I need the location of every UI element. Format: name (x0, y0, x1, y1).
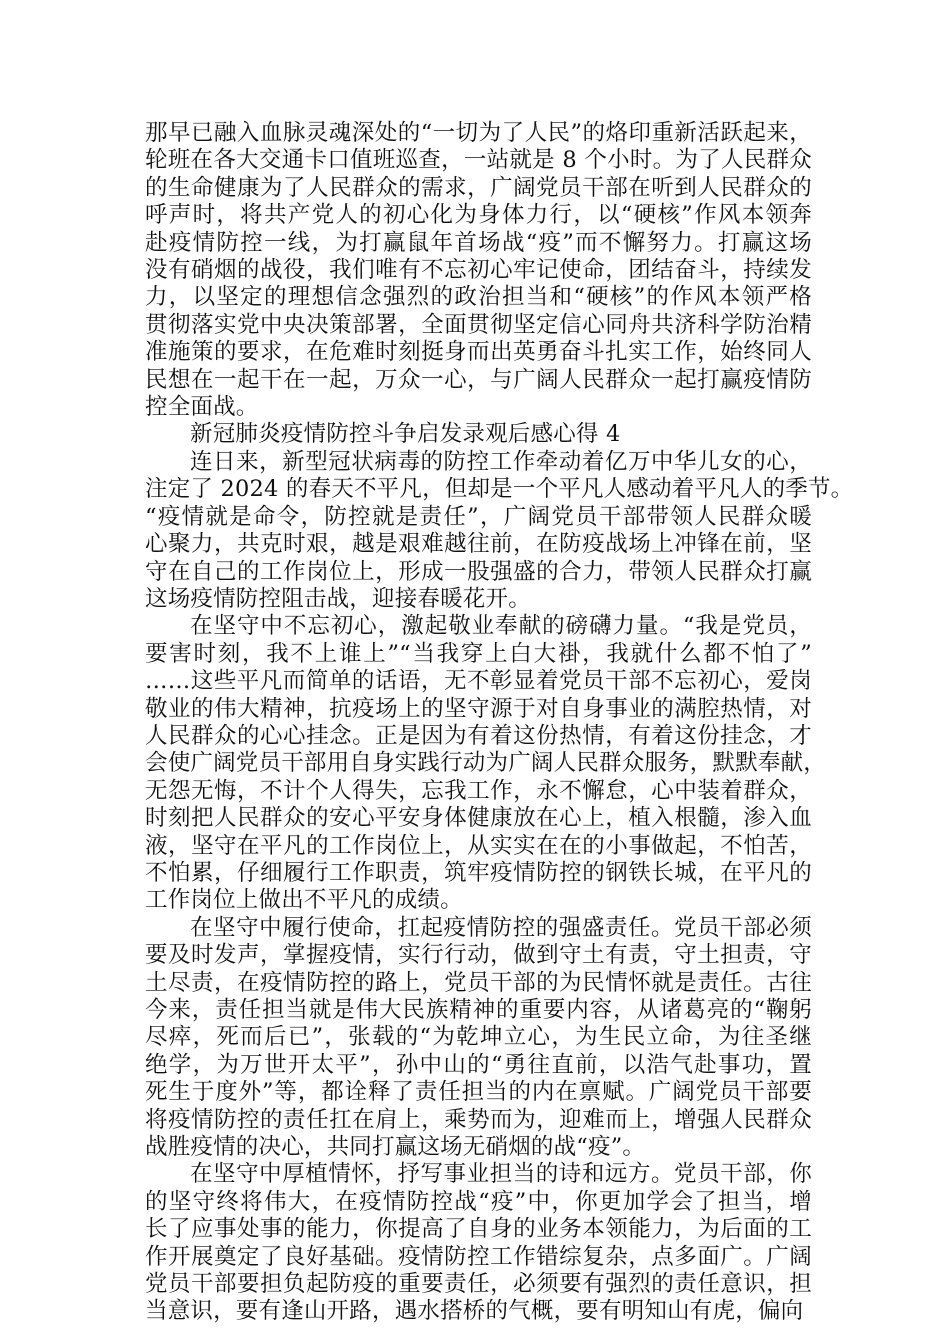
text-line: 人民群众的心心挂念。正是因为有着这份热情，有着这份挂念，才 (145, 722, 812, 749)
text-line: 无怨无悔，不计个人得失，忘我工作，永不懈怠，心中装着群众， (145, 777, 812, 804)
text-line: 力，以坚定的理想信念强烈的政治担当和“硬核”的作风本领严格 (145, 284, 812, 311)
text-line: 在坚守中厚植情怀，抒写事业担当的诗和远方。党员干部，你 (190, 1161, 812, 1188)
text-line: 连日来，新型冠状病毒的防控工作牵动着亿万中华儿女的心， (190, 448, 812, 475)
text-line: 的生命健康为了人民群众的需求，广阔党员干部在听到人民群众的 (145, 174, 812, 201)
text-line: 的坚守终将伟大，在疫情防控战“疫”中，你更加学会了担当，增 (145, 1188, 812, 1215)
text-line: ……这些平凡而简单的话语，无不彰显着党员干部不忘初心，爱岗 (145, 668, 812, 695)
text-line: 贯彻落实党中央决策部署，全面贯彻坚定信心同舟共济科学防治精 (145, 311, 812, 338)
text-line: 时刻把人民群众的安心平安身体健康放在心上，植入根髓，渗入血 (145, 805, 812, 832)
text-line: 绝学，为万世开太平”，孙中山的“勇往直前，以浩气赴事功，置 (145, 1051, 812, 1078)
text-line: 没有硝烟的战役，我们唯有不忘初心牢记使命，团结奋斗，持续发 (145, 257, 812, 284)
text-line: “疫情就是命令，防控就是责任”，广阔党员干部带领人民群众暖 (145, 503, 812, 530)
paragraph (145, 421, 812, 448)
text-line: 不怕累，仔细履行工作职责，筑牢疫情防控的钢铁长城，在平凡的 (145, 859, 812, 886)
paragraph (145, 613, 827, 914)
text-line: 尽瘁，死而后已”，张载的“为乾坤立心，为生民立命，为往圣继 (145, 1024, 812, 1051)
text-line: 敬业的伟大精神，抗疫场上的坚守源于对自身事业的满腔热情，对 (145, 695, 812, 722)
document-body (145, 120, 854, 1326)
paragraph (145, 1161, 812, 1325)
text-line: 今来，责任担当就是伟大民族精神的重要内容，从诸葛亮的“鞠躬 (145, 997, 812, 1023)
paragraph (145, 120, 812, 421)
text-line: 这场疫情防控阻击战，迎接春暖花开。 (145, 585, 531, 612)
text-line: 工作岗位上做出不平凡的成绩。 (145, 887, 463, 914)
text-line: 党员干部要担负起防疫的重要责任，必须要有强烈的责任意识，担 (145, 1271, 812, 1298)
text-line: 注定了 2024 的春天不平凡，但却是一个平凡人感动着平凡人的季节。 (145, 476, 854, 503)
text-line: 在坚守中不忘初心，激起敬业奉献的磅礴力量。“我是党员， (190, 613, 812, 640)
paragraph (145, 915, 812, 1162)
text-line: 战胜疫情的决心，共同打赢这场无硝烟的战“疫”。 (145, 1134, 646, 1161)
text-line: 在坚守中履行使命，扛起疫情防控的强盛责任。党员干部必须 (190, 914, 812, 941)
text-line: 会使广阔党员干部用自身实践行动为广阔人民群众服务，默默奉献， (145, 750, 827, 777)
text-line: 液，坚守在平凡的工作岗位上，从实实在在的小事做起，不怕苦， (145, 832, 812, 859)
text-line: 轮班在各大交通卡口值班巡查，一站就是 8 个小时。为了人民群众 (145, 147, 812, 174)
text-line: 新冠肺炎疫情防控斗争启发录观后感心得 4 (190, 421, 621, 448)
text-line: 死生于度外”等，都诠释了责任担当的内在禀赋。广阔党员干部要 (145, 1079, 812, 1106)
text-line: 守在自己的工作岗位上，形成一股强盛的合力，带领人民群众打赢 (145, 558, 812, 585)
text-line: 要害时刻，我不上谁上”“当我穿上白大褂，我就什么都不怕了” (145, 640, 812, 667)
text-line: 心聚力，共克时艰，越是艰难越往前，在防疫战场上冲锋在前，坚 (145, 531, 812, 558)
text-line: 当意识，要有逢山开路，遇水搭桥的气概，要有明知山有虎，偏向 (145, 1298, 804, 1325)
text-line: 准施策的要求，在危难时刻挺身而出英勇奋斗扎实工作，始终同人 (145, 339, 812, 366)
text-line: 长了应事处事的能力，你提高了自身的业务本领能力，为后面的工 (145, 1216, 812, 1243)
text-line: 土尽责，在疫情防控的路上，党员干部的为民情怀就是责任。古往 (145, 969, 812, 996)
text-line: 民想在一起干在一起，万众一心，与广阔人民群众一起打赢疫情防 (145, 366, 812, 393)
text-line: 呼声时，将共产党人的初心化为身体力行，以“硬核”作风本领奔 (145, 202, 812, 229)
text-line: 作开展奠定了良好基础。疫情防控工作错综复杂，点多面广。广阔 (145, 1243, 812, 1270)
text-line: 要及时发声，掌握疫情，实行行动，做到守土有责，守土担责，守 (145, 942, 812, 969)
text-line: 那早已融入血脉灵魂深处的“一切为了人民”的烙印重新活跃起来， (145, 120, 812, 146)
text-line: 控全面战。 (145, 394, 259, 421)
text-line: 赴疫情防控一线，为打赢鼠年首场战“疫”而不懈努力。打赢这场 (145, 229, 812, 256)
paragraph (145, 448, 854, 613)
text-line: 将疫情防控的责任扛在肩上，乘势而为，迎难而上，增强人民群众 (145, 1106, 812, 1133)
